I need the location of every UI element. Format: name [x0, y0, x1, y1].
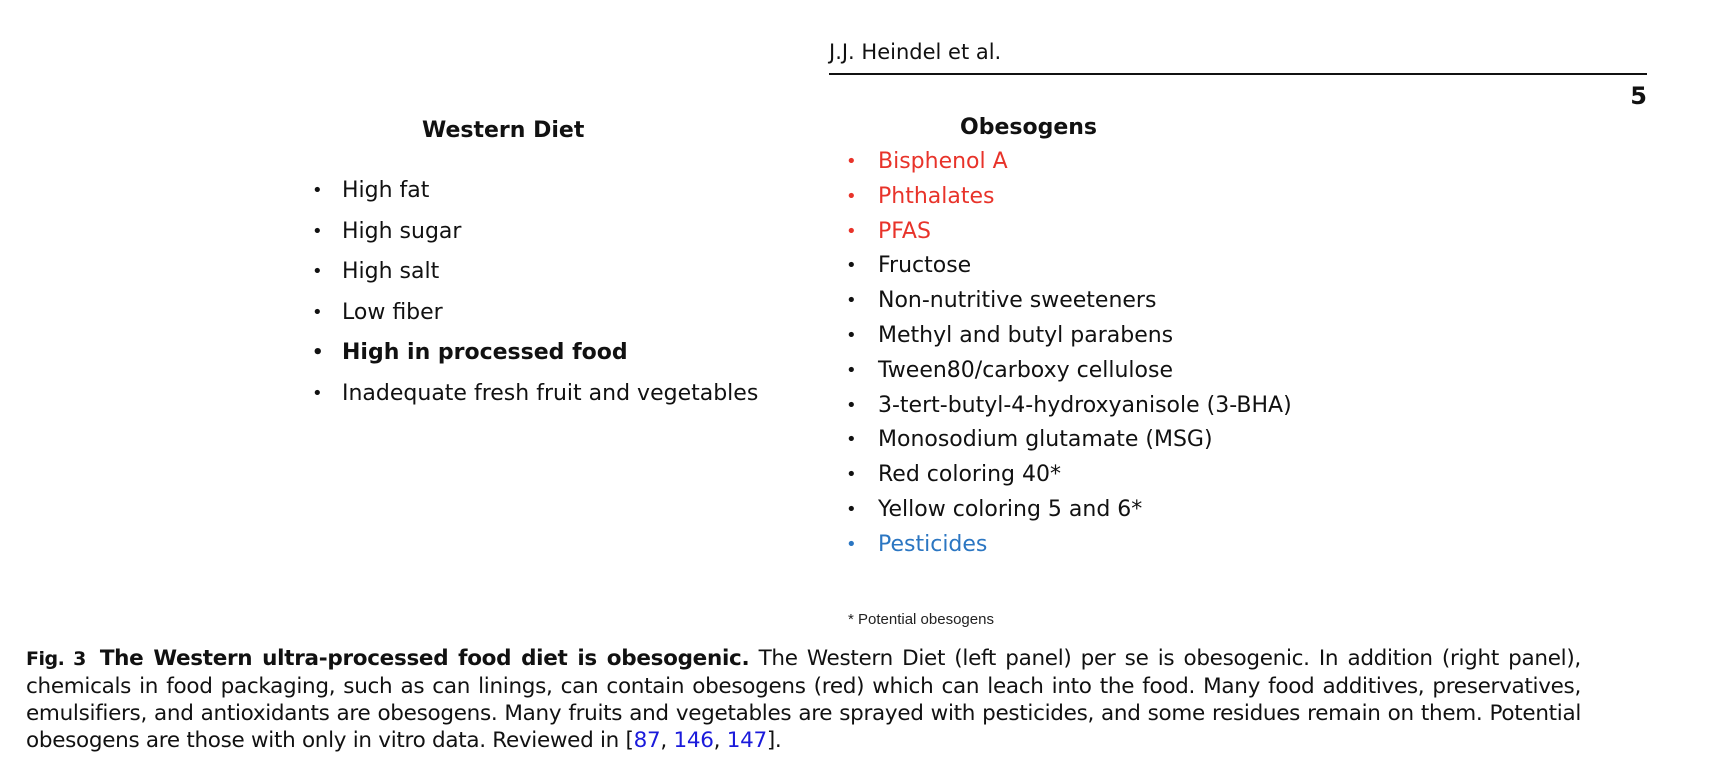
page-number: 5 — [1630, 82, 1647, 110]
reference-link-147[interactable]: 147 — [726, 728, 767, 753]
list-item: • Pesticides — [846, 531, 988, 557]
caption-end: ]. — [766, 728, 782, 753]
running-header-authors: J.J. Heindel et al. — [829, 40, 1002, 64]
list-item: • Tween80/carboxy cellulose — [846, 357, 1173, 383]
list-item: • 3-tert-butyl-4-hydroxyanisole (3-BHA) — [846, 392, 1292, 418]
list-item: • High sugar — [312, 218, 462, 244]
figure-footnote: * Potential obesogens — [848, 611, 994, 628]
reference-link-87[interactable]: 87 — [633, 728, 661, 753]
list-item: • Bisphenol A — [846, 149, 1008, 174]
list-item: • Monosodium glutamate (MSG) — [846, 427, 1213, 453]
list-item: • High fat — [312, 178, 430, 203]
header-rule — [829, 73, 1647, 75]
list-item: • Red coloring 40* — [846, 462, 1061, 488]
western-diet-list — [312, 176, 758, 420]
ref-separator: , — [660, 728, 674, 753]
list-item: • PFAS — [846, 218, 931, 244]
figure-title: The Western ultra-processed food diet is obesogenic. — [99, 646, 750, 671]
list-item: • Yellow coloring 5 and 6* — [846, 496, 1143, 522]
reference-link-146[interactable]: 146 — [673, 728, 714, 753]
list-item: • High salt — [312, 259, 440, 285]
obesogens-list — [846, 147, 1292, 565]
list-item: • Inadequate fresh fruit and vegetables — [312, 380, 759, 406]
figure-caption — [26, 645, 1581, 754]
list-item: • Phthalates — [846, 183, 995, 209]
list-item: • Non-nutritive sweeteners — [846, 288, 1157, 314]
list-item: • Fructose — [846, 253, 972, 279]
ref-separator: , — [713, 728, 727, 753]
left-panel-title: Western Diet — [422, 118, 585, 143]
figure-label: Fig. 3 — [26, 648, 86, 670]
right-panel-title: Obesogens — [960, 115, 1098, 140]
list-item: • Methyl and butyl parabens — [846, 322, 1174, 348]
list-item: • High in processed food — [312, 340, 628, 366]
list-item: • Low fiber — [312, 299, 443, 325]
caption-body: The Western Diet (left panel) per se is obesogenic. In addition (right panel), chemicals in food packaging, such as can linings, can contain obesogens (red) which can leach into the food. Many food additives, preservatives, emulsifiers, and antioxidants are obesogens. Many fruits and vegetables are sprayed with pesticides, and some residues remain on them. Potential obesogens are those with only in vitro data. Reviewed in [ — [26, 646, 1581, 753]
